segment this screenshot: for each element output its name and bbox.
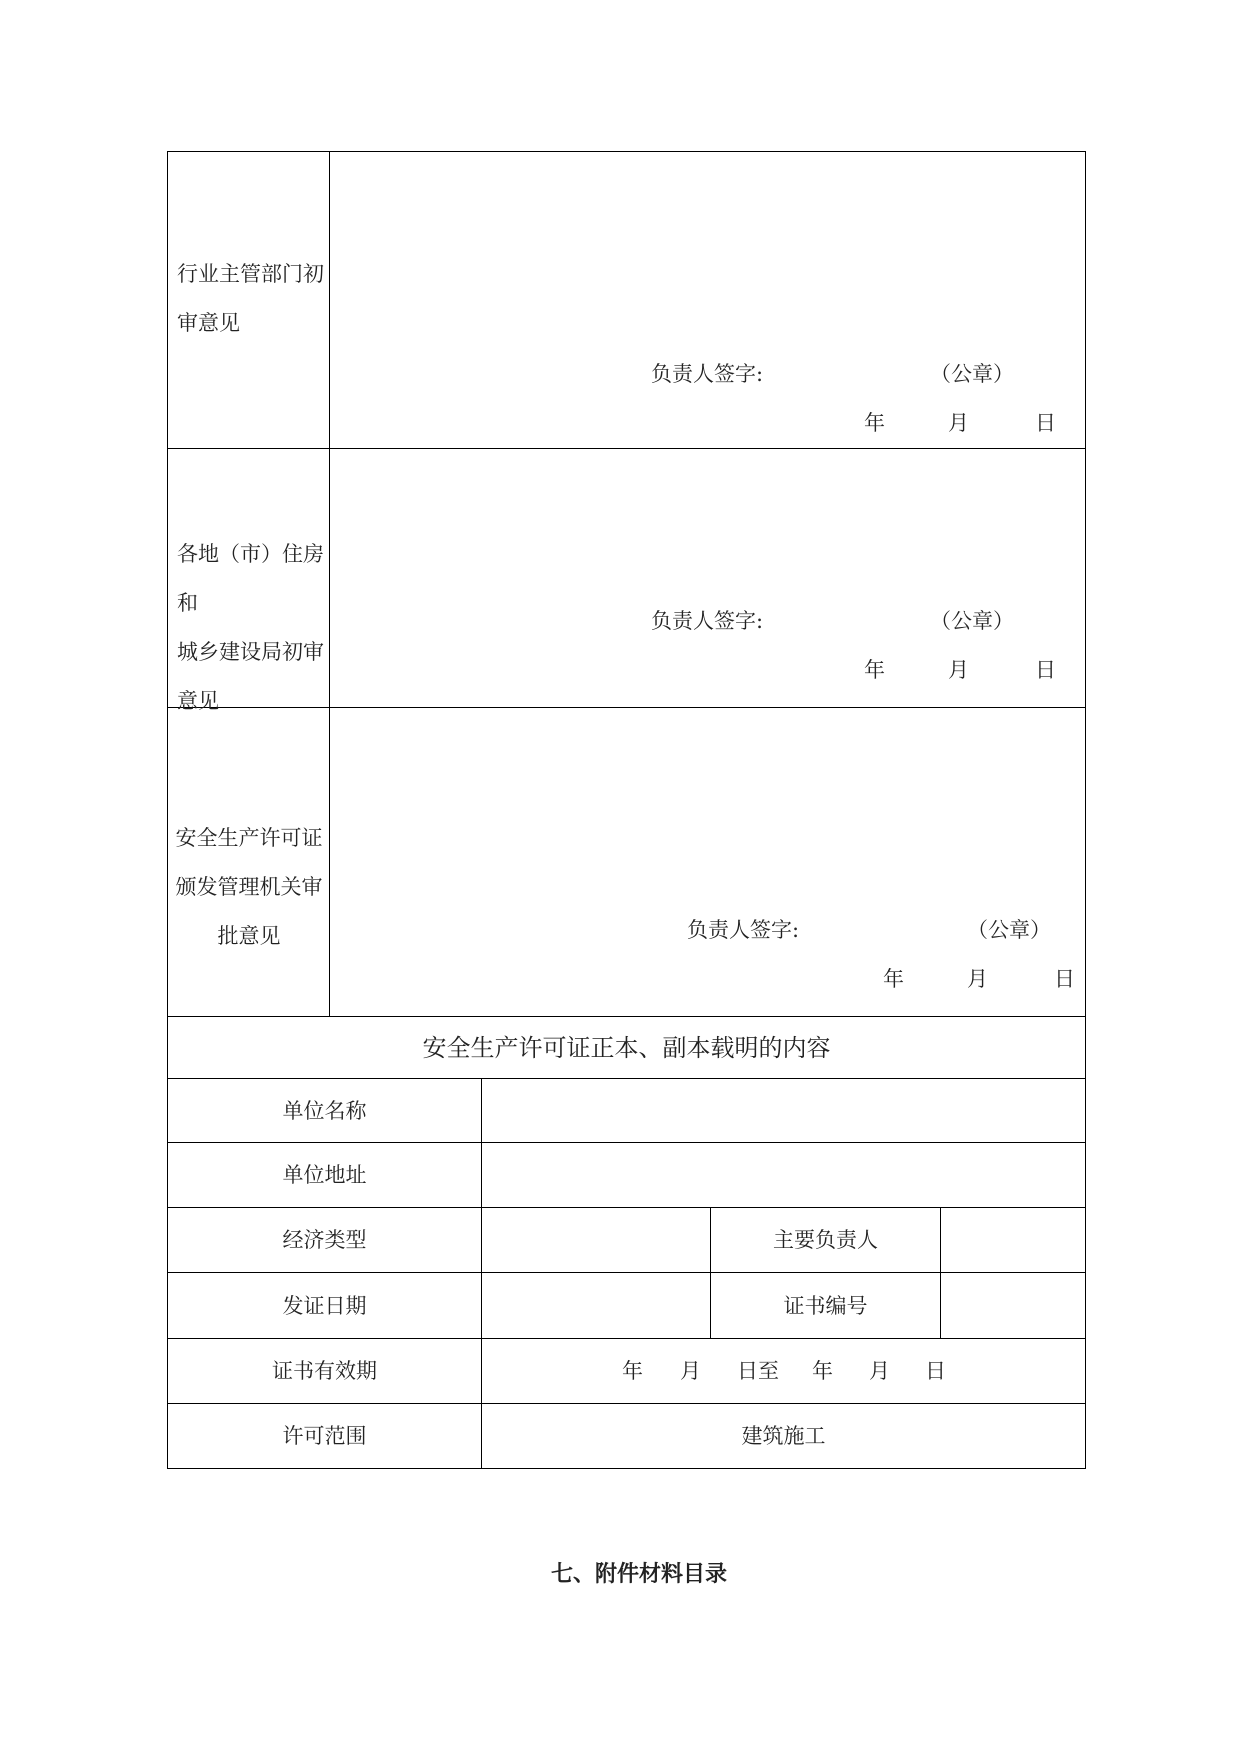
date-year: 年 [864,411,885,435]
validity-month-end: 月 [869,1359,890,1383]
row-divider [167,1403,1086,1404]
approval-label-issuing-authority [171,814,327,961]
label-line: 颁发管理机关审 [175,875,323,899]
date-month: 月 [948,411,969,435]
row-divider [167,1338,1086,1339]
label-line: 审意见 [177,311,240,335]
scope-value: 建筑施工 [741,1424,826,1448]
cert-number-label: 证书编号 [783,1294,868,1318]
signature-label: 负责人签字: [651,362,764,386]
issue-date-label: 发证日期 [282,1294,367,1318]
label-line: 各地（市）住房和 [177,542,324,615]
date-day: 日 [1054,967,1075,991]
row-divider [167,448,1086,449]
date-month: 月 [948,658,969,682]
label-column-divider-2 [940,1207,941,1338]
seal-label: （公章） [930,362,1014,386]
validity-year-start: 年 [622,1359,643,1383]
date-day: 日 [1035,411,1056,435]
approval-label-industry [177,250,327,348]
row-divider [167,1078,1086,1079]
date-month: 月 [967,967,988,991]
row-divider [167,1207,1086,1208]
validity-day-start: 日至 [737,1359,779,1383]
label-column-divider [481,1078,482,1469]
table-top-border [167,151,1086,152]
date-year: 年 [883,967,904,991]
row-divider [167,1142,1086,1143]
signature-label: 负责人签字: [651,609,764,633]
seal-label: （公章） [930,609,1014,633]
validity-month-start: 月 [680,1359,701,1383]
row-divider [167,1016,1086,1017]
certificate-header: 安全生产许可证正本、副本载明的内容 [422,1034,831,1062]
section-heading: 七、附件材料目录 [551,1562,728,1587]
approval-column-divider [329,151,330,1017]
label-line: 行业主管部门初 [177,262,324,286]
scope-label: 许可范围 [282,1424,367,1448]
validity-label: 证书有效期 [272,1359,377,1383]
date-day: 日 [1035,658,1056,682]
economic-type-label: 经济类型 [282,1228,367,1252]
label-line: 意见 [177,689,219,713]
label-line: 安全生产许可证 [175,826,323,850]
value-column-divider [710,1207,711,1338]
approval-label-city-bureau [177,530,327,726]
date-year: 年 [864,658,885,682]
label-line: 城乡建设局初审 [177,640,324,664]
signature-label: 负责人签字: [687,918,800,942]
unit-address-label: 单位地址 [282,1163,367,1187]
row-divider [167,1272,1086,1273]
unit-name-label: 单位名称 [282,1099,367,1123]
label-line: 批意见 [217,924,281,948]
seal-label: （公章） [967,918,1051,942]
validity-day-end: 日 [925,1359,946,1383]
table-bottom-border [167,1468,1086,1469]
principal-label: 主要负责人 [773,1228,878,1252]
validity-year-end: 年 [812,1359,833,1383]
